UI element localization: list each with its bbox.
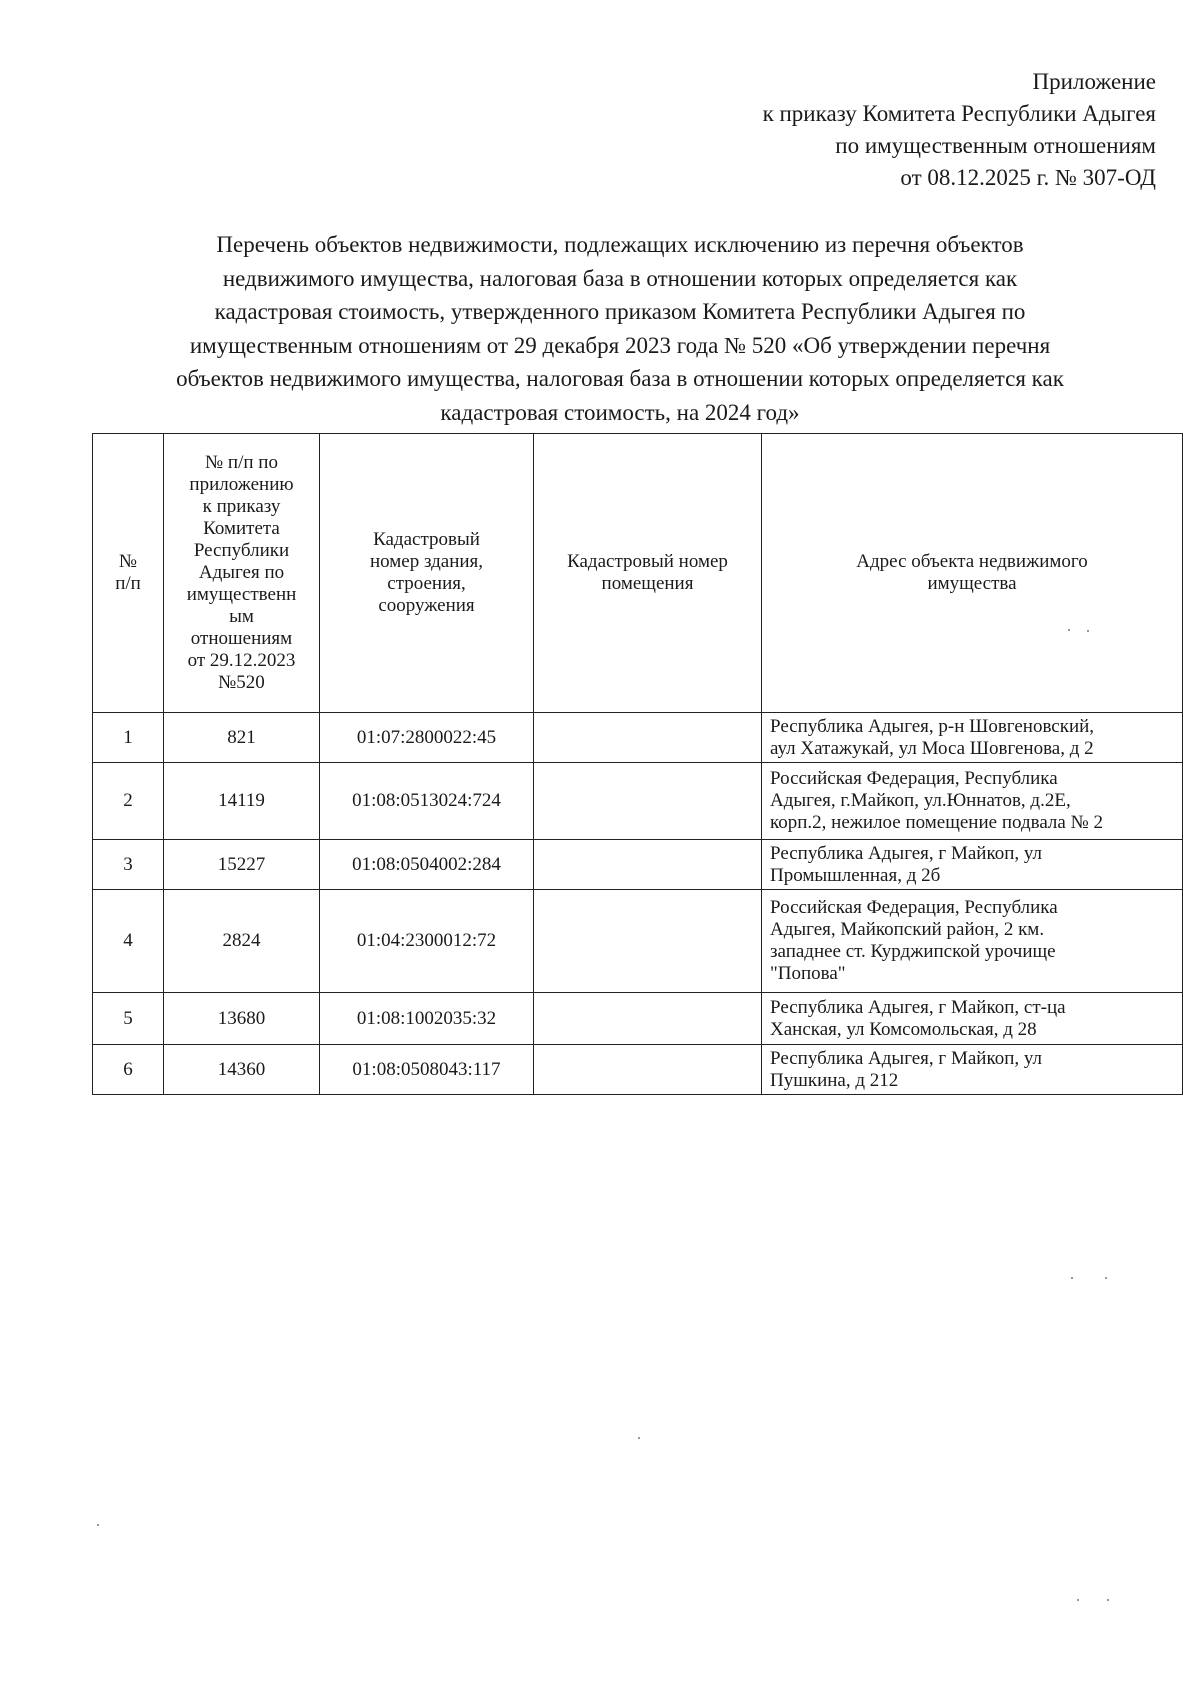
text-line: Адыгея, Майкопский район, 2 км.	[770, 919, 1045, 940]
text-line: Кадастровый	[373, 529, 480, 550]
cell-cadastral-building: 01:08:1002035:32	[320, 993, 534, 1045]
text-line: строения,	[387, 573, 466, 594]
cell-cadastral-building: 01:08:0513024:724	[320, 763, 534, 840]
header-ref	[164, 434, 320, 713]
header-address	[762, 434, 1183, 713]
scan-speck	[1107, 1599, 1109, 1601]
cell-cadastral-room	[534, 890, 762, 993]
scan-speck	[1068, 629, 1070, 631]
text-line: Пушкина, д 212	[770, 1069, 899, 1091]
cell-cadastral-building: 01:08:0504002:284	[320, 840, 534, 890]
text-line: №520	[218, 672, 265, 693]
cell-ref: 15227	[164, 840, 320, 890]
text-line: западнее ст. Курджипской урочище	[770, 941, 1056, 962]
text-line: Адыгея, г.Майкоп, ул.Юннатов, д.2Е,	[770, 790, 1071, 811]
table-row	[93, 763, 1183, 840]
text-line: Кадастровый номер	[567, 551, 728, 572]
header-stack	[538, 551, 757, 595]
title-line: объектов недвижимого имущества, налоговая база в отношении которых определяется как	[176, 366, 1064, 391]
text-line: Республика Адыгея, г Майкоп, ул	[770, 1047, 1043, 1069]
header-num	[93, 434, 164, 713]
cell-num: 3	[93, 840, 164, 890]
text-line: Республика Адыгея, г Майкоп, ул	[770, 842, 1043, 864]
table-row	[93, 713, 1183, 763]
text-line: п/п	[115, 573, 141, 594]
text-line: Республика Адыгея, р-н Шовгеновский,	[770, 715, 1095, 737]
text-line: к приказу	[202, 496, 281, 517]
title-line: кадастровая стоимость, утвержденного приказом Комитета Республики Адыгея по	[214, 299, 1026, 324]
cell-cadastral-room	[534, 1045, 762, 1095]
text-line: № п/п по	[205, 452, 278, 473]
cell-num: 5	[93, 993, 164, 1045]
cell-address	[762, 1045, 1183, 1095]
text-line: Промышленная, д 2б	[770, 864, 941, 886]
cell-cadastral-room	[534, 713, 762, 763]
text-line: Комитета	[203, 518, 280, 539]
cell-num: 2	[93, 763, 164, 840]
appendix-line: от 08.12.2025 г. № 307-ОД	[900, 165, 1156, 190]
scan-speck	[1071, 1277, 1073, 1279]
text-line: помещения	[601, 573, 694, 594]
text-line: аул Хатажукай, ул Моса Шовгенова, д 2	[770, 737, 1094, 759]
text-line: номер здания,	[369, 551, 484, 572]
scan-speck	[1087, 630, 1089, 632]
text-line: Российская Федерация, Республика	[770, 768, 1058, 789]
text-line: "Попова"	[770, 963, 846, 984]
cell-ref: 13680	[164, 993, 320, 1045]
cell-num: 1	[93, 713, 164, 763]
cell-num: 4	[93, 890, 164, 993]
text-line: Адыгея по	[198, 562, 285, 583]
header-stack	[766, 551, 1178, 595]
appendix-line: к приказу Комитета Республики Адыгея	[762, 101, 1156, 126]
header-cadastral-building	[320, 434, 534, 713]
appendix-line: Приложение	[1032, 69, 1156, 94]
title-line: недвижимого имущества, налоговая база в отношении которых определяется как	[222, 265, 1018, 291]
text-line: Адрес объекта недвижимого	[856, 551, 1088, 572]
text-line: Республика Адыгея, г Майкоп, ст-ца	[770, 996, 1066, 1018]
header-stack	[324, 529, 529, 617]
header-stack	[168, 452, 315, 694]
cell-address	[762, 763, 1183, 840]
cell-ref: 14119	[164, 763, 320, 840]
cell-cadastral-room	[534, 840, 762, 890]
text-line: Ханская, ул Комсомольская, д 28	[770, 1018, 1037, 1040]
header-stack	[97, 551, 159, 595]
scan-speck	[638, 1437, 640, 1439]
cell-cadastral-building: 01:04:2300012:72	[320, 890, 534, 993]
document-title	[70, 228, 1170, 429]
cell-address	[762, 890, 1183, 993]
text-line: приложению	[189, 474, 294, 495]
table-row	[93, 1045, 1183, 1095]
text-line: имущества	[927, 573, 1017, 594]
table-header-row	[93, 434, 1183, 713]
text-line: ым	[229, 606, 254, 627]
title-line: кадастровая стоимость, на 2024 год»	[440, 399, 800, 425]
appendix-block	[763, 66, 1156, 194]
text-line: №	[118, 551, 138, 572]
cell-cadastral-building: 01:07:2800022:45	[320, 713, 534, 763]
header-cadastral-room	[534, 434, 762, 713]
title-line: Перечень объектов недвижимости, подлежащих исключению из перечня объектов	[216, 232, 1024, 257]
objects-table	[92, 433, 1183, 1095]
cell-ref: 2824	[164, 890, 320, 993]
scan-speck	[1105, 1277, 1107, 1279]
cell-cadastral-building: 01:08:0508043:117	[320, 1045, 534, 1095]
text-line: отношениям	[190, 628, 293, 649]
cell-ref: 821	[164, 713, 320, 763]
scan-speck	[1077, 1599, 1079, 1601]
cell-num: 6	[93, 1045, 164, 1095]
table-row	[93, 890, 1183, 993]
cell-cadastral-room	[534, 763, 762, 840]
title-line: имущественным отношениям от 29 декабря 2023 года № 520 «Об утверждении перечня	[189, 332, 1051, 358]
scan-speck	[97, 1524, 99, 1526]
text-line: имущественн	[186, 584, 297, 605]
text-line: сооружения	[378, 595, 475, 616]
appendix-line: по имущественным отношениям	[835, 133, 1156, 158]
cell-address	[762, 713, 1183, 763]
text-line: Российская Федерация, Республика	[770, 897, 1058, 918]
text-line: корп.2, нежилое помещение подвала № 2	[770, 812, 1103, 833]
text-line: Республики	[193, 540, 290, 561]
cell-address	[762, 840, 1183, 890]
text-line: от 29.12.2023	[187, 650, 296, 671]
table-row	[93, 993, 1183, 1045]
cell-ref: 14360	[164, 1045, 320, 1095]
cell-cadastral-room	[534, 993, 762, 1045]
table-row	[93, 840, 1183, 890]
cell-address	[762, 993, 1183, 1045]
